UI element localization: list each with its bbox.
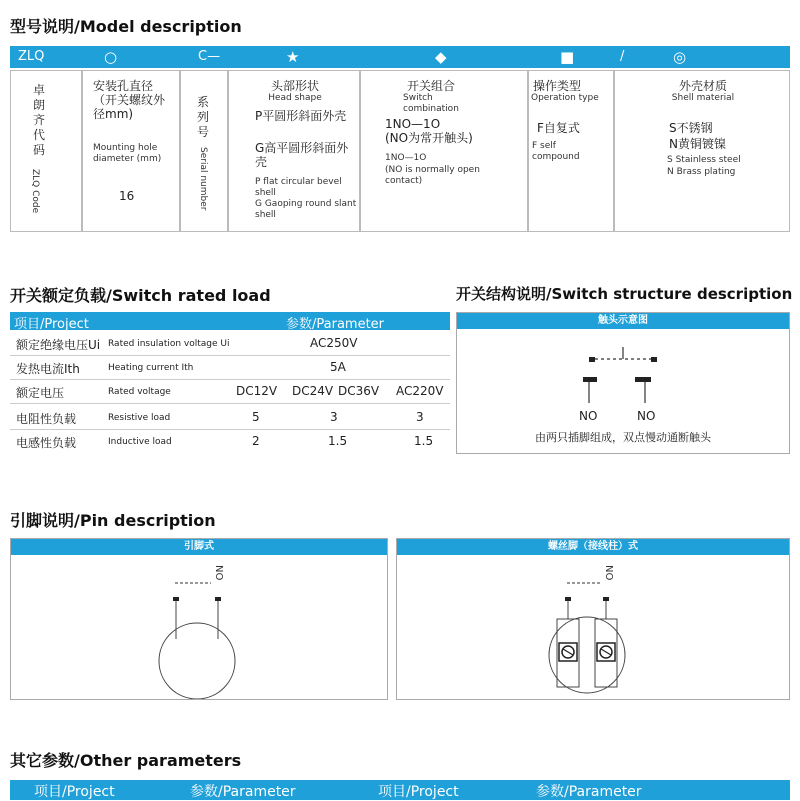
load-row-1: [10, 356, 450, 380]
code-star: ★: [286, 48, 300, 66]
structure-no-left: NO: [579, 409, 598, 423]
load-row-val: 5: [252, 410, 260, 424]
load-row-en: Rated insulation voltage Ui: [108, 339, 230, 349]
head-cn: 头部形状: [270, 79, 319, 93]
operation-cell: [528, 70, 614, 232]
shell-s-cn: S不锈钢: [669, 121, 713, 135]
shell-en: Shell material: [671, 93, 735, 103]
op-val-en: F self compound: [532, 141, 580, 162]
other-head-param-2: 参数/Parameter: [536, 784, 642, 800]
load-row-val: 1.5: [328, 434, 348, 448]
load-row-val: 2: [252, 434, 260, 448]
code-c: C—: [198, 49, 221, 64]
pin-right-no: NO: [603, 565, 614, 581]
load-section-title: 开关额定负载/Switch rated load: [10, 286, 271, 305]
structure-panel: [456, 312, 790, 454]
load-row-3: [10, 406, 450, 430]
serial-cn: 系列号: [197, 95, 210, 139]
op-en: Operation type: [531, 93, 599, 103]
load-row-val: 3: [330, 410, 338, 424]
switch-en: Switch combination: [403, 93, 459, 114]
other-head-project-1: 项目/Project: [34, 784, 115, 800]
plug-pin-diagram: [11, 557, 387, 699]
load-row-cn: 额定绝缘电压Ui: [16, 338, 101, 352]
load-row-2: [10, 380, 450, 404]
code-zlq: ZLQ: [18, 49, 45, 64]
shell-n-cn: N黄铜镀镍: [669, 137, 726, 151]
code-cell: [10, 70, 82, 232]
head-g-cn: G高平圆形斜面外壳: [255, 141, 349, 169]
pin-left-no: NO: [213, 565, 224, 581]
load-row-en: Heating current Ith: [108, 363, 194, 373]
load-row-cn: 电感性负载: [16, 436, 77, 450]
load-table-header: [10, 312, 450, 330]
structure-section-title: 开关结构说明/Switch structure description: [456, 285, 793, 303]
mount-cn: 安装孔直径（开关螺纹外径mm): [93, 79, 166, 121]
load-row-val: DC12V: [236, 384, 278, 398]
load-row-val: 5A: [330, 360, 346, 374]
load-row-val: DC36V: [338, 384, 380, 398]
load-row-en: Resistive load: [108, 413, 171, 423]
switch-note-cn: (NO为常开触头): [385, 131, 473, 145]
load-head-project: 项目/Project: [14, 317, 89, 332]
load-row-en: Inductive load: [108, 437, 172, 447]
contact-diagram: [457, 331, 789, 421]
other-table-header: [10, 780, 790, 800]
shell-s-en: S Stainless steel: [667, 155, 741, 165]
load-row-val: AC220V: [396, 384, 444, 398]
model-code-bar: [10, 46, 790, 68]
pin-left-panel: [10, 538, 388, 700]
structure-no-right: NO: [637, 409, 656, 423]
code-diamond: ◆: [435, 48, 447, 66]
serial-en: Serial number: [198, 147, 208, 211]
load-row-cn: 发热电流Ith: [16, 362, 80, 376]
pin-section-title: 引脚说明/Pin description: [10, 511, 216, 530]
load-row-0: [10, 332, 450, 356]
head-cell: [228, 70, 360, 232]
load-head-param: 参数/Parameter: [286, 317, 385, 332]
load-row-cn: 额定电压: [16, 386, 65, 400]
head-g-en: G Gaoping round slant shell: [255, 199, 357, 220]
op-val-cn: F自复式: [537, 121, 580, 135]
load-row-en: Rated voltage: [108, 387, 171, 397]
code-square: ■: [560, 48, 575, 66]
pin-right-panel: [396, 538, 790, 700]
other-head-project-2: 项目/Project: [378, 784, 459, 800]
mount-en: Mounting hole diameter (mm): [93, 143, 162, 164]
model-section-title: 型号说明/Model description: [10, 17, 242, 36]
serial-cell: [180, 70, 228, 232]
code-slash: /: [620, 49, 625, 64]
shell-cell: [614, 70, 790, 232]
pin-right-title: 螺丝脚（接线柱）式: [397, 539, 789, 555]
switch-val-en: 1NO—1O: [385, 153, 427, 163]
other-head-param-1: 参数/Parameter: [190, 784, 296, 800]
load-row-cn: 电阻性负载: [16, 412, 77, 426]
code-cn: 卓朗齐代码: [33, 83, 46, 157]
mount-val: 16: [119, 189, 135, 203]
head-p-cn: P平圆形斜面外壳: [255, 109, 347, 123]
structure-caption: 由两只插脚组成，双点慢动通断触头: [535, 431, 711, 444]
structure-panel-title: 触头示意图: [457, 313, 789, 329]
other-section-title: 其它参数/Other parameters: [10, 751, 242, 770]
load-row-val: DC24V: [292, 384, 334, 398]
shell-cn: 外壳材质: [678, 79, 727, 93]
head-p-en: P flat circular bevel shell: [255, 177, 342, 198]
code-circle: ○: [104, 48, 118, 66]
load-row-4: [10, 430, 450, 454]
code-en: ZLQ Code: [30, 169, 40, 214]
switch-cn: 开关组合: [406, 79, 455, 93]
mount-cell: [82, 70, 180, 232]
op-cn: 操作类型: [533, 79, 582, 93]
pin-left-title: 引脚式: [11, 539, 387, 555]
switch-val-cn: 1NO—1O: [385, 117, 441, 131]
load-row-val: AC250V: [310, 336, 358, 350]
switch-cell: [360, 70, 528, 232]
code-double-circle: ◎: [673, 48, 687, 66]
load-row-val: 3: [416, 410, 424, 424]
load-row-val: 1.5: [414, 434, 434, 448]
shell-n-en: N Brass plating: [667, 167, 736, 177]
switch-note-en: (NO is normally open contact): [385, 165, 480, 186]
screw-terminal-diagram: [397, 557, 789, 699]
head-en: Head shape: [268, 93, 322, 103]
